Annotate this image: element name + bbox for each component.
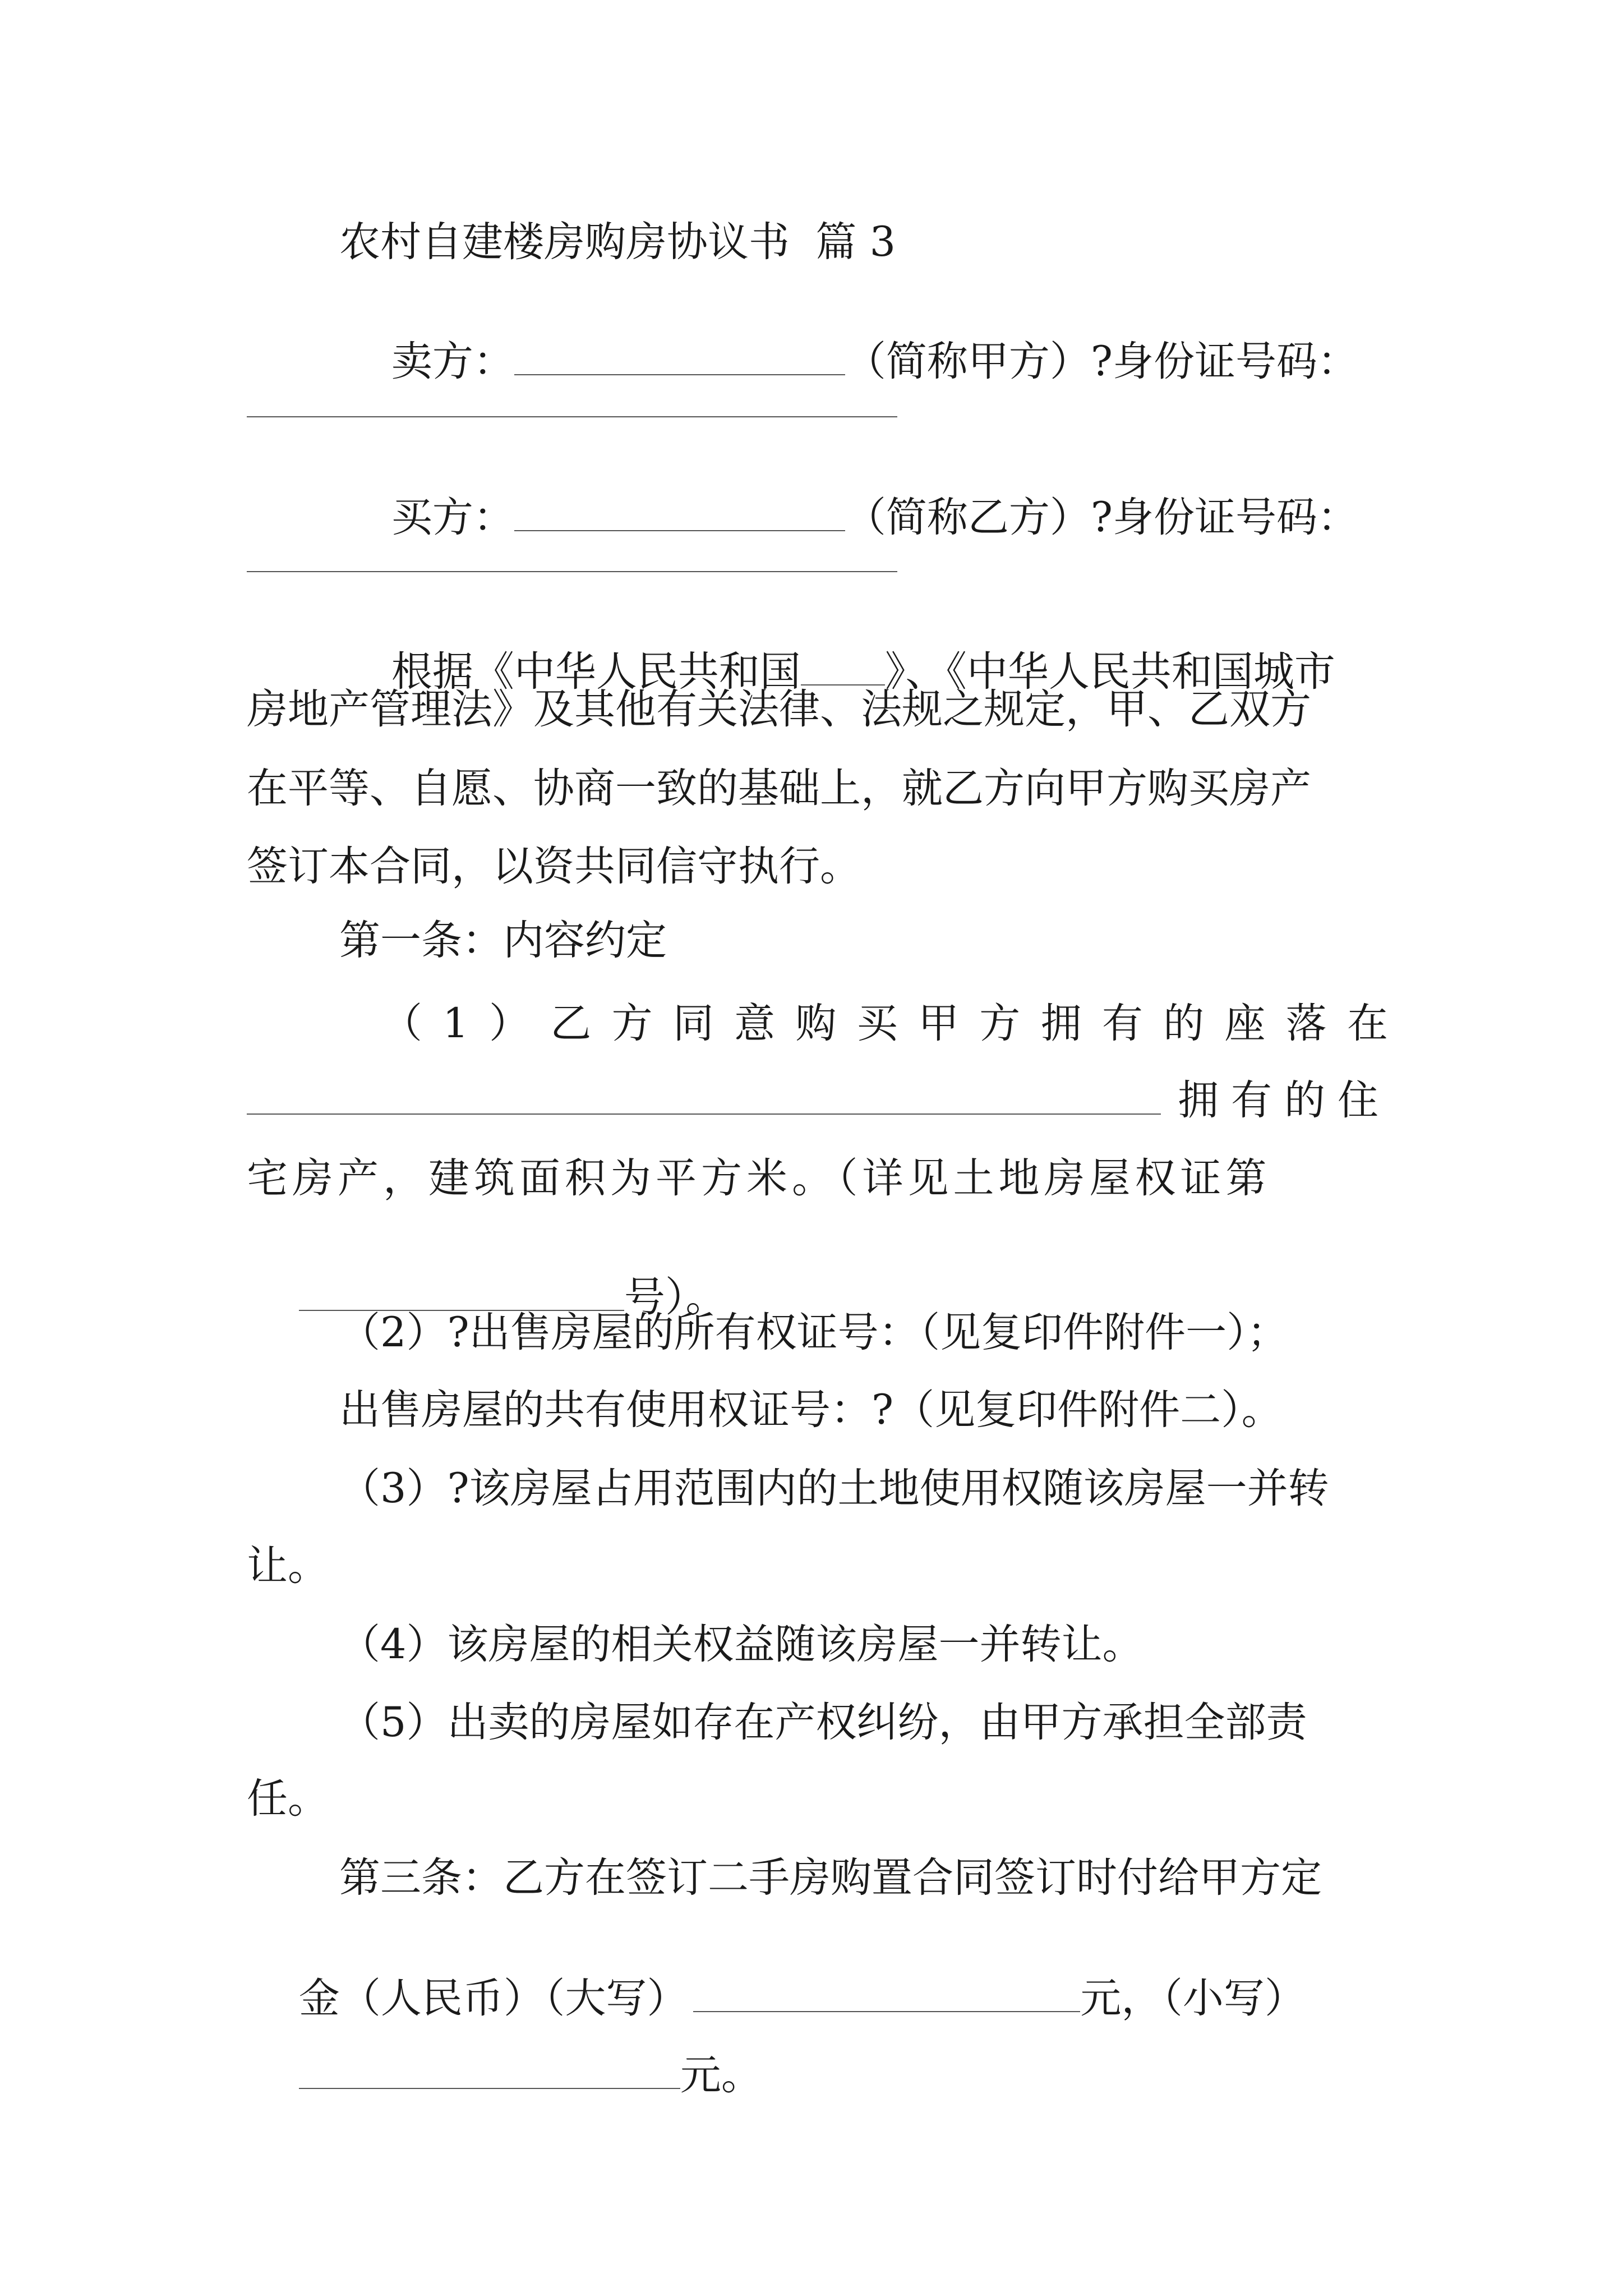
seller-id-blank (247, 416, 897, 417)
article-3-line-3 (247, 2012, 762, 2137)
buyer-label: 买方： (391, 494, 514, 542)
item-1-line-1-char: 意 (734, 1000, 776, 1047)
item-1-line-1-char: 座 (1224, 1000, 1266, 1047)
buyer-id-blank (247, 571, 897, 572)
document-title: 农村自建楼房购房协议书 篇 3 (339, 218, 896, 266)
item-1-line-3: 宅房产，建筑面积为平方米。（详见土地房屋权证第 (247, 1154, 1271, 1202)
intro-line-2: 房地产管理法》及其他有关法律、法规之规定，甲、乙双方 (247, 685, 1311, 733)
item-1-line-1-char: 方 (979, 1000, 1021, 1047)
seller-name-blank (514, 339, 845, 375)
seller-line (339, 298, 1358, 423)
article-3-line-3-tail: 元。 (680, 2051, 762, 2100)
deposit-uppercase-blank (693, 1976, 1080, 2012)
buyer-line (339, 454, 1358, 579)
seller-label: 卖方： (391, 338, 514, 386)
deposit-uppercase-label: 金（人民币）（大写） (298, 1975, 688, 2023)
intro-line-4: 签订本合同，以资共同信守执行。 (247, 843, 861, 890)
deposit-lowercase-blank (299, 2053, 680, 2089)
item-1-line-1-char: 买 (856, 1000, 898, 1047)
item-1-line-1-char: 乙 (550, 1000, 592, 1047)
intro-line-1-part-b: 》、《中华人民共和国城市 (884, 648, 1335, 696)
location-blank (247, 1114, 1161, 1115)
item-2-line-1: （2）?出售房屋的所有权证号：（见复印件附件一）； (339, 1309, 1288, 1356)
buyer-tail: （简称乙方）?身份证号码： (845, 494, 1358, 542)
intro-line-1-part-a: 根据《中华人民共和国 (391, 648, 801, 696)
item-1-line-1-char: 拥 (1040, 1000, 1082, 1047)
item-1-line-2-tail: 拥有的住 (1178, 1076, 1391, 1124)
item-1-line-1-char: ） (489, 1000, 531, 1047)
item-1-line-1-char: 1 (442, 1000, 469, 1047)
certificate-number-blank (299, 1275, 624, 1311)
article-1-heading: 第一条：内容约定 (339, 917, 667, 964)
item-1-line-1-char: 有 (1101, 1000, 1143, 1047)
buyer-name-blank (514, 495, 845, 531)
item-1-line-1-char: 购 (795, 1000, 837, 1047)
item-1-line-1-char: 在 (1347, 1000, 1388, 1047)
item-3-line-2: 让。 (247, 1542, 329, 1590)
item-5-line-2: 任。 (247, 1775, 329, 1823)
item-1-line-4-tail: 号）。 (624, 1273, 727, 1322)
item-1-line-1-char: 的 (1163, 1000, 1205, 1047)
seller-tail: （简称甲方）?身份证号码： (845, 338, 1358, 386)
article-3-line-1: 第三条：乙方在签订二手房购置合同签订时付给甲方定 (339, 1854, 1322, 1902)
intro-line-3: 在平等、自愿、协商一致的基础上，就乙方向甲方购买房产 (247, 765, 1311, 812)
item-1-line-1-char: 落 (1285, 1000, 1327, 1047)
item-1-line-1-char: （ (381, 1000, 422, 1047)
item-2-line-2: 出售房屋的共有使用权证号：?（见复印件附件二）。 (339, 1386, 1283, 1434)
law-name-blank (801, 650, 885, 685)
deposit-lowercase-label: 元，（小写） (1080, 1975, 1306, 2023)
item-1-line-1-char: 方 (611, 1000, 653, 1047)
item-4: （4）该房屋的相关权益随该房屋一并转让。 (339, 1621, 1144, 1668)
item-1-line-1 (381, 1000, 1388, 1047)
item-1-line-1-char: 同 (672, 1000, 714, 1047)
item-5-line-1: （5）出卖的房屋如存在产权纠纷，由甲方承担全部责 (339, 1699, 1307, 1746)
item-1-line-1-char: 甲 (917, 1000, 959, 1047)
item-3-line-1: （3）?该房屋占用范围内的土地使用权随该房屋一并转 (339, 1465, 1329, 1512)
